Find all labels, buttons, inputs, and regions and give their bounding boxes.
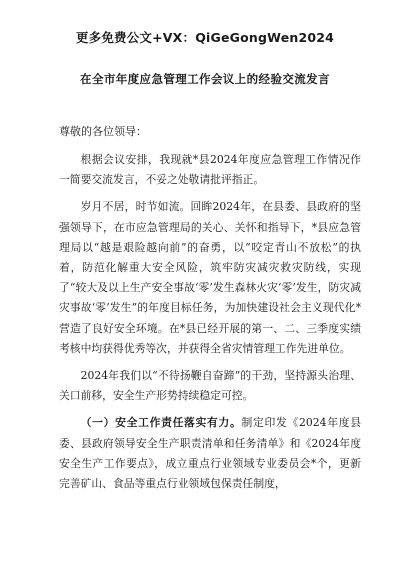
promo-header: 更多免费公文+VX：QiGeGongWen2024 [75, 30, 335, 45]
document-body [59, 150, 361, 494]
document-title: 在全市年度应急管理工作会议上的经验交流发言 [80, 72, 330, 86]
paragraph-intro: 根据会议安排，我现就*县2024年度应急管理工作情况作一简要交流发言，不妥之处敬请批评指正。 [59, 153, 361, 187]
section-1-paragraph [59, 413, 361, 494]
paragraph-summary: 2024年我们以“不待扬鞭自奋蹄”的干劲，坚持源头治理、关口前移，安全生产形势持续稳定可控。 [59, 369, 361, 403]
section-1-heading: （一）安全工作责任落实有力。 [80, 416, 242, 430]
section-1-text: 制定印发《2024年度县委、县政府领导安全生产职责清单和任务清单》和《2024年度安全生产工作要点》，成立重点行业领域专业委员会*个，更新完善矿山、食品等重点行业领域包保责任制度， [59, 416, 361, 491]
paragraph-review: 岁月不居，时节如流。回眸2024年，在县委、县政府的坚强领导下，在市应急管理局的关心、关怀和指导下，*县应急管理局以“越是艰险越向前”的奋勇，以“咬定青山不放松”的执着，防范化解重大安全风险，筑牢防灾减灾救灾防线，实现了“较大及以上生产安全事故‘零’发生森林火灾‘零’发生，防灾减灾事故‘零’发生”的年度目标任务，为加快建设社会主义现代化*营造了良好安全环境。在*县已经开展的第一、二、三季度实绩考核中均获得优秀等次，并获得全省灾情管理工作先进单位。 [59, 200, 361, 355]
salutation: 尊敬的各位领导： [59, 125, 147, 138]
